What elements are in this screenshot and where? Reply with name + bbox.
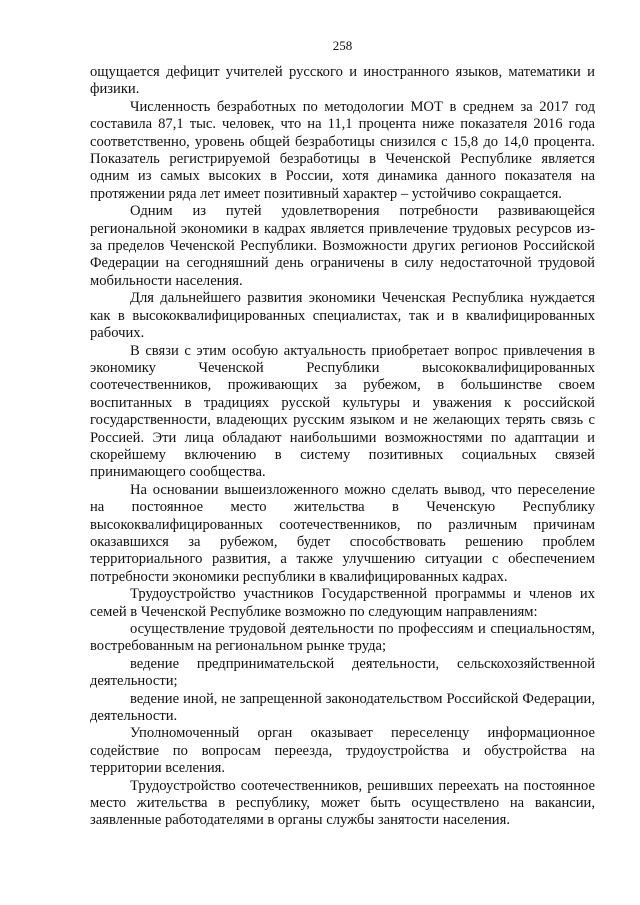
paragraph-7: Трудоустройство участников Государственной программы и членов их семей в Чеченской Республике возможно по следующим направлениям: xyxy=(90,586,595,620)
paragraph-5: В связи с этим особую актуальность приобретает вопрос привлечения в экономику Чеченской Республики высококвалифицированных соотечественников, проживающих за рубежом, в большинстве своем воспитанных в традициях русской культуры и уважения к российской государственности, владеющих русским языком и не желающих терять связь с Россией. Эти лица обладают наибольшими возможностями по адаптации и скорейшему включению в систему позитивных социальных связей принимающего сообщества. xyxy=(90,342,595,481)
page-number: 258 xyxy=(332,38,353,53)
paragraph-10: ведение иной, не запрещенной законодательством Российской Федерации, деятельности. xyxy=(90,690,595,725)
paragraph-8: осуществление трудовой деятельности по профессиям и специальностям, востребованным на региональном рынке труда; xyxy=(90,621,595,655)
paragraph-12: Трудоустройство соотечественников, решивших переехать на постоянное место жительства в республику, может быть осуществлено на вакансии, заявленные работодателями в органы службы занятости населения. xyxy=(90,777,595,829)
paragraph-3: Одним из путей удовлетворения потребности развивающейся региональной экономики в кадрах является привлечение трудовых ресурсов из-за пределов Чеченской Республики. Возможности других регионов Российской Федерации на сегодняшний день ограничены в силу недостаточной трудовой мобильности населения. xyxy=(90,203,595,289)
paragraph-6: На основании вышеизложенного можно сделать вывод, что переселение на постоянное место жительства в Чеченскую Республику высококвалифицированных соотечественников, по различным причинам оказавшихся за рубежом, будет способствовать решению проблем территориального развития, а также улучшению ситуации с обеспечением потребности экономики республики в квалифицированных кадрах. xyxy=(90,481,595,585)
document-page xyxy=(90,38,595,830)
paragraph-1: ощущается дефицит учителей русского и иностранного языков, математики и физики. xyxy=(90,64,595,98)
paragraph-2: Численность безработных по методологии МОТ в среднем за 2017 год составила 87,1 тыс. человек, что на 11,1 процента ниже показателя 2016 года соответственно, уровень общей безработицы снизился с 15,8 до 14,0 процента. Показатель регистрируемой безработицы в Чеченской Республике является одним из самых высоких в России, хотя динамика данного показателя на протяжении ряда лет имеет позитивный характер – устойчиво сокращается. xyxy=(90,98,595,202)
paragraph-11: Уполномоченный орган оказывает переселенцу информационное содействие по вопросам переезда, трудоустройства и обустройства на территории вселения. xyxy=(90,725,595,777)
paragraph-9: ведение предпринимательской деятельности, сельскохозяйственной деятельности; xyxy=(90,655,595,690)
paragraph-4: Для дальнейшего развития экономики Чеченская Республика нуждается как в высококвалифицированных специалистах, так и в квалифицированных рабочих. xyxy=(90,290,595,342)
